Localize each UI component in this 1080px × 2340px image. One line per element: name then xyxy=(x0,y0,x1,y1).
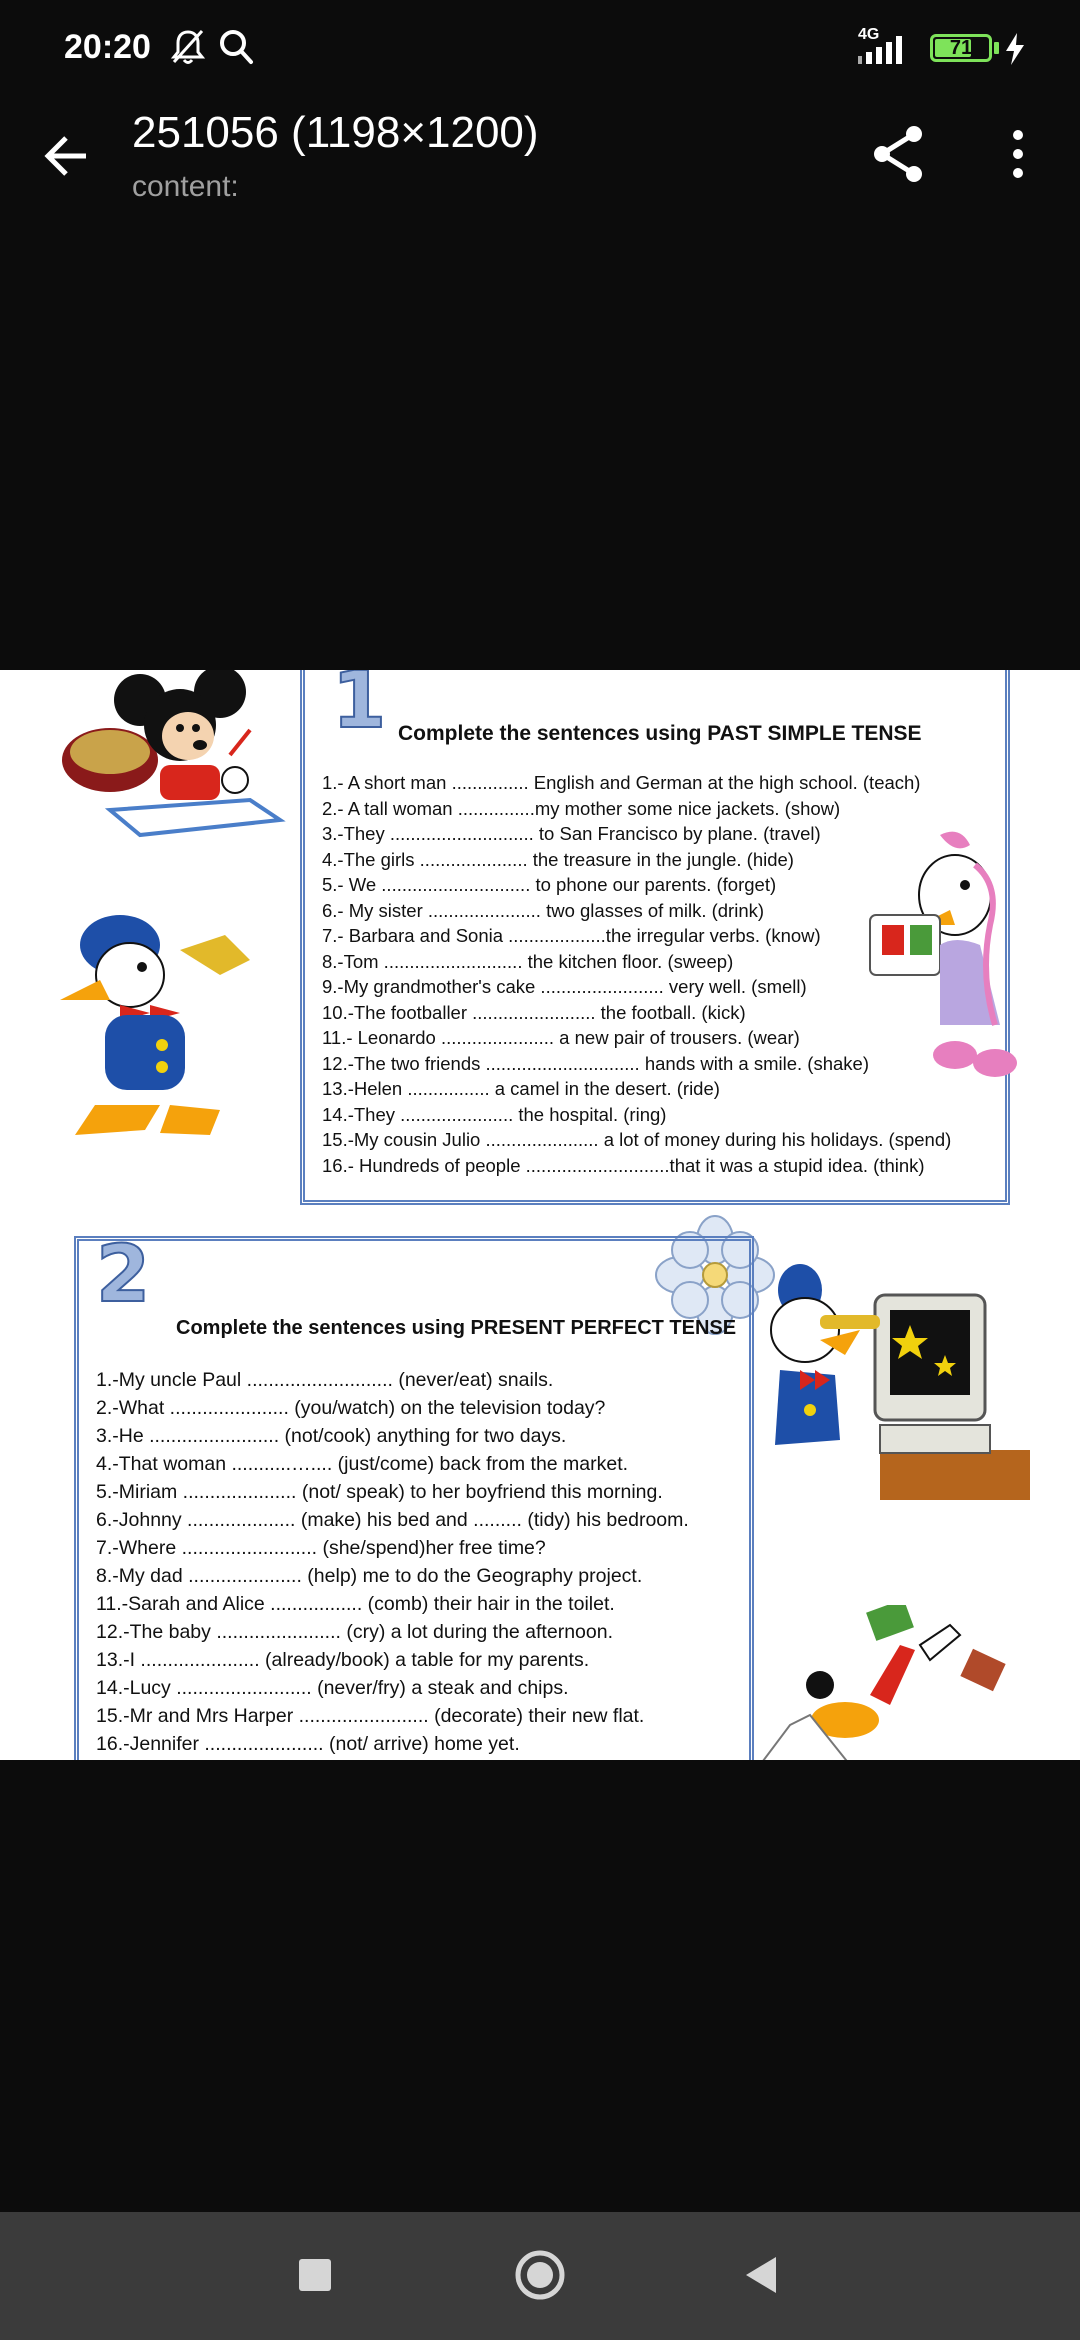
battery-percent: 71 xyxy=(949,37,973,59)
section-1-item: 7.- Barbara and Sonia ...................the irregular verbs. (know) xyxy=(322,925,821,946)
bell-off-icon xyxy=(170,28,206,71)
home-button[interactable] xyxy=(495,2232,585,2322)
section-2-item: 7.-Where ......................... (she/spend)her free time? xyxy=(96,1537,546,1559)
section-2-item: 8.-My dad ..................... (help) me to do the Geography project. xyxy=(96,1565,643,1587)
share-button[interactable] xyxy=(866,124,930,188)
section-1-item: 9.-My grandmother's cake ........................ very well. (smell) xyxy=(322,976,807,997)
section-1-list xyxy=(322,770,951,1178)
section-1-item: 14.-They ...................... the hospital. (ring) xyxy=(322,1103,667,1125)
section-2-item: 12.-The baby ....................... (cry) a lot during the afternoon. xyxy=(96,1621,613,1643)
section-2-item: 11.-Sarah and Alice ................. (comb) their hair in the toilet. xyxy=(96,1593,615,1615)
section-1-item: 10.-The footballer ........................ the football. (kick) xyxy=(322,1001,746,1023)
section-1-item: 12.-The two friends .............................. hands with a smile. (shake) xyxy=(322,1052,869,1074)
section-2-number: 2 xyxy=(96,1230,151,1320)
section-2-list xyxy=(96,1366,689,1758)
charging-icon xyxy=(1004,32,1026,71)
more-vert-icon xyxy=(1011,129,1025,184)
section-1-item: 8.-Tom ........................... the kitchen floor. (sweep) xyxy=(322,950,734,972)
section-1-item: 1.- A short man ............... English and German at the high school. (teach) xyxy=(322,772,921,793)
section-1-instruction: Complete the sentences using PAST SIMPLE TENSE xyxy=(398,722,922,745)
circle-icon xyxy=(514,2249,566,2306)
battery-indicator xyxy=(930,34,992,62)
section-2-item: 13.-I ...................... (already/book) a table for my parents. xyxy=(96,1649,590,1671)
section-2-item: 4.-That woman ...........….... (just/come) back from the market. xyxy=(96,1453,629,1475)
status-bar xyxy=(0,0,1080,100)
section-1-item: 16.- Hundreds of people ............................that it was a stupid idea. (think) xyxy=(322,1154,925,1176)
section-2-item: 1.-My uncle Paul ........................... (never/eat) snails. xyxy=(96,1369,554,1391)
section-1-item: 11.- Leonardo ...................... a new pair of trousers. (wear) xyxy=(322,1027,800,1048)
section-1-item: 13.-Helen ................ a camel in the desert. (ride) xyxy=(322,1078,720,1099)
search-icon xyxy=(218,28,254,71)
image-subtitle: content: xyxy=(132,170,239,203)
section-2-item: 16.-Jennifer ...................... (not/ arrive) home yet. xyxy=(96,1733,520,1755)
network-type: 4G xyxy=(858,26,880,43)
goofy-illustration xyxy=(750,1605,1010,1760)
daisy-illustration xyxy=(860,825,1030,1109)
section-2-instruction: Complete the sentences using PRESENT PERFECT TENSE xyxy=(176,1317,737,1339)
section-2-item: 5.-Miriam ..................... (not/ speak) to her boyfriend this morning. xyxy=(96,1481,663,1503)
square-icon xyxy=(298,2258,332,2297)
more-options-button[interactable] xyxy=(990,124,1046,188)
section-1-item: 6.- My sister ...................... two glasses of milk. (drink) xyxy=(322,899,765,921)
section-2-item: 2.-What ...................... (you/watch) on the television today? xyxy=(96,1397,606,1419)
section-1-number: 1 xyxy=(332,670,387,746)
mickey-illustration xyxy=(50,670,290,849)
arrow-left-icon xyxy=(42,134,90,183)
triangle-back-icon xyxy=(742,2255,780,2300)
section-1-item: 4.-The girls ..................... the treasure in the jungle. (hide) xyxy=(322,848,794,870)
donald-illustration xyxy=(50,905,280,1159)
section-2-item: 14.-Lucy ......................... (never/fry) a steak and chips. xyxy=(96,1677,569,1699)
signal-icon xyxy=(856,34,916,71)
image-viewer[interactable] xyxy=(0,670,1080,1760)
recents-button[interactable] xyxy=(270,2232,360,2322)
back-button[interactable] xyxy=(36,128,96,188)
battery-nub xyxy=(994,42,999,54)
section-2-item: 15.-Mr and Mrs Harper ........................ (decorate) their new flat. xyxy=(96,1705,645,1727)
section-1-item: 15.-My cousin Julio ...................... a lot of money during his holidays. (spend) xyxy=(322,1129,952,1150)
section-1-item: 5.- We ............................. to phone our parents. (forget) xyxy=(322,874,777,895)
section-1-item: 2.- A tall woman ...............my mother some nice jackets. (show) xyxy=(322,797,841,819)
navigation-bar xyxy=(0,2212,1080,2340)
share-icon xyxy=(870,124,926,189)
status-time: 20:20 xyxy=(64,28,151,66)
back-nav-button[interactable] xyxy=(716,2232,806,2322)
image-title: 251056 (1198×1200) xyxy=(132,108,539,157)
section-2-item: 6.-Johnny .................... (make) his bed and ......... (tidy) his bedroom. xyxy=(96,1509,689,1531)
donald-computer-illustration xyxy=(760,1260,1030,1524)
section-1-item: 3.-They ............................ to San Francisco by plane. (travel) xyxy=(322,823,821,844)
section-2-item: 3.-He ........................ (not/cook) anything for two days. xyxy=(96,1425,567,1447)
